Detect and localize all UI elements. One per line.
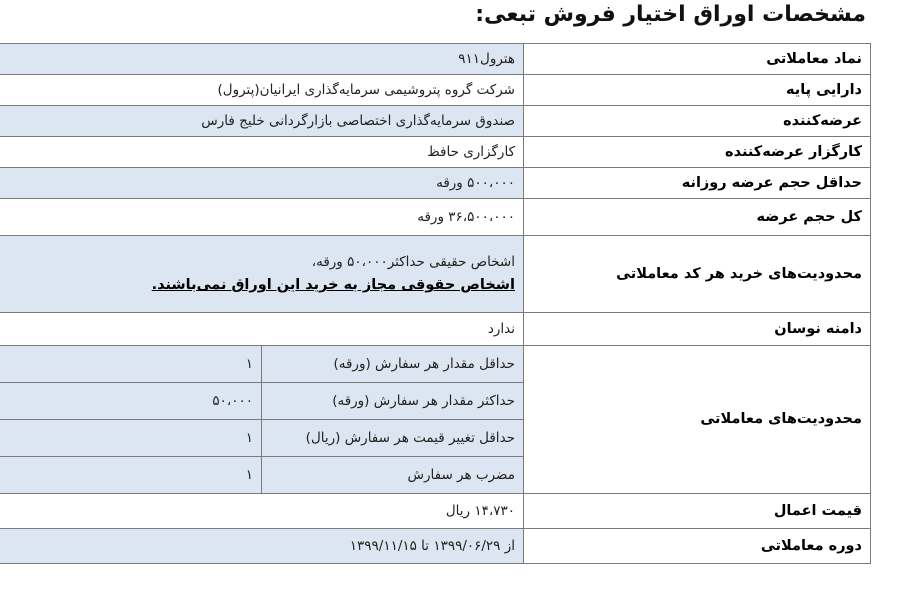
limit-value: ۵۰،۰۰۰: [0, 383, 262, 420]
row-underlying: [0, 75, 871, 106]
row-label: دامنه نوسان: [524, 313, 871, 346]
row-value: از ۱۳۹۹/۰۶/۲۹ تا ۱۳۹۹/۱۱/۱۵: [0, 529, 524, 564]
row-min-daily: [0, 168, 871, 199]
spec-table: [0, 43, 871, 564]
limit-name: حداقل مقدار هر سفارش (ورقه): [262, 346, 524, 383]
limit-name: حداقل تغییر قیمت هر سفارش (ریال): [262, 420, 524, 457]
limit-value: ۱: [0, 420, 262, 457]
row-label: دارایی پایه: [524, 75, 871, 106]
row-value: هترول۹۱۱: [0, 44, 524, 75]
limit-name: حداکثر مقدار هر سفارش (ورقه): [262, 383, 524, 420]
row-label: کل حجم عرضه: [524, 199, 871, 236]
row-value: کارگزاری حافظ: [0, 137, 524, 168]
row-value: ۱۴،۷۳۰ ریال: [0, 494, 524, 529]
row-label: حداقل حجم عرضه روزانه: [524, 168, 871, 199]
row-issuer: [0, 106, 871, 137]
row-value: ندارد: [0, 313, 524, 346]
row-buy-limits: [0, 236, 871, 313]
row-label: محدودیت‌های معاملاتی: [524, 346, 871, 494]
row-label: عرضه‌کننده: [524, 106, 871, 137]
row-label: کارگزار عرضه‌کننده: [524, 137, 871, 168]
row-label: محدودیت‌های خرید هر کد معاملاتی: [524, 236, 871, 313]
row-value: [0, 236, 524, 313]
row-label: دوره معاملاتی: [524, 529, 871, 564]
buy-limit-text: اشخاص حقیقی حداکثر۵۰،۰۰۰ ورقه،: [311, 253, 515, 270]
row-value: صندوق سرمایه‌گذاری اختصاصی بازارگردانی خلیج فارس: [0, 106, 524, 137]
row-fluctuation: [0, 313, 871, 346]
row-symbol: [0, 44, 871, 75]
page-title: مشخصات اوراق اختیار فروش تبعی:: [475, 2, 866, 27]
row-period: [0, 529, 871, 564]
limit-value: ۱: [0, 457, 262, 494]
row-value: ۵۰۰،۰۰۰ ورقه: [0, 168, 524, 199]
row-strike: [0, 494, 871, 529]
limit-value: ۱: [0, 346, 262, 383]
row-label: نماد معاملاتی: [524, 44, 871, 75]
row-broker: [0, 137, 871, 168]
row-trade-limit-item: [0, 346, 871, 383]
row-value: ۳۶،۵۰۰،۰۰۰ ورقه: [0, 199, 524, 236]
row-label: قیمت اعمال: [524, 494, 871, 529]
limit-name: مضرب هر سفارش: [262, 457, 524, 494]
buy-limit-emphasis: اشخاص حقوقی مجاز به خرید این اوراق نمی‌باشند.: [151, 277, 515, 294]
row-total: [0, 199, 871, 236]
row-value: شرکت گروه پتروشیمی سرمایه‌گذاری ایرانیان(پترول): [0, 75, 524, 106]
